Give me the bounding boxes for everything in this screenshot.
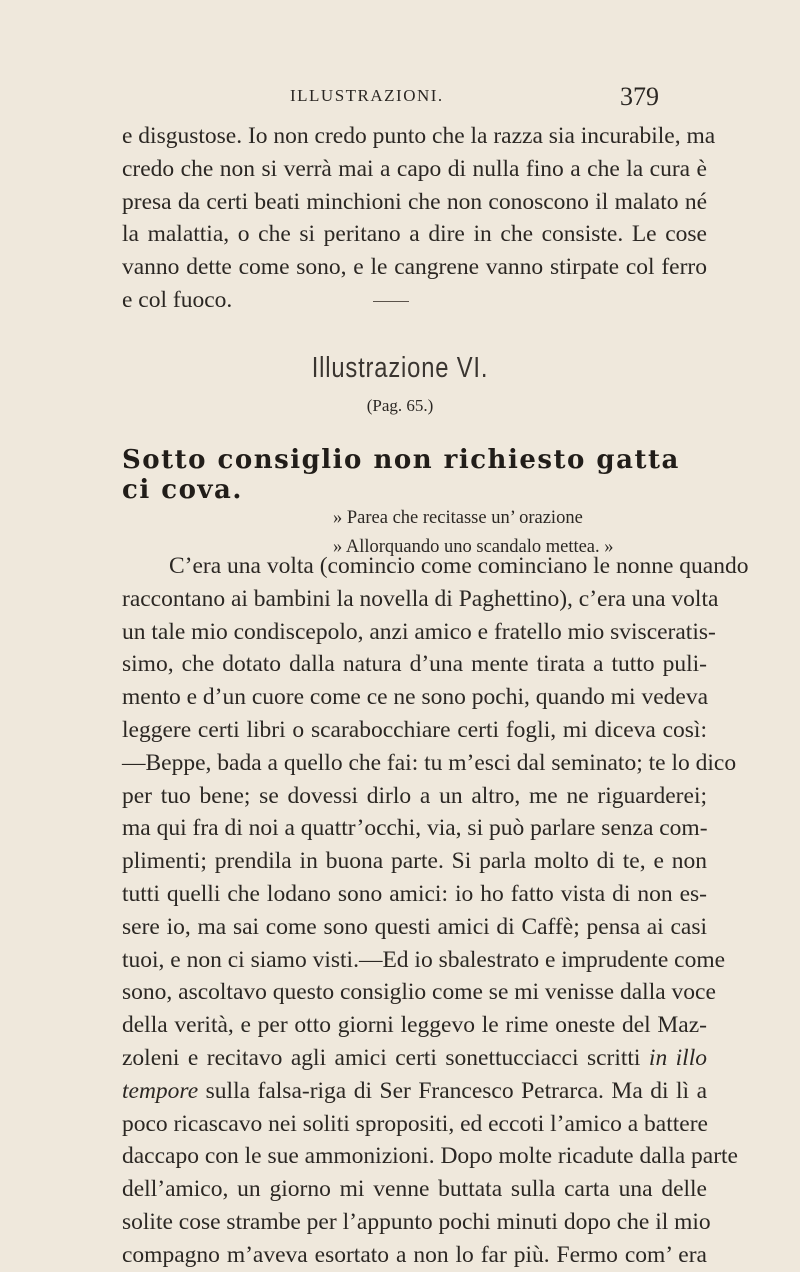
paragraph-1 xyxy=(122,120,716,317)
text-line: e col fuoco. xyxy=(122,286,233,313)
text-segment: sulla falsa-riga di Ser Francesco Petrarca. Ma di lì a xyxy=(205,1077,707,1104)
text-line xyxy=(122,1042,707,1075)
text-line: credo che non si verrà mai a capo di nulla fino a che la cura è xyxy=(122,155,707,182)
text-line: ma qui fra di noi a quattr’occhi, via, si può parlare senza com- xyxy=(122,815,708,842)
text-line: per tuo bene; se dovessi dirlo a un altro, me ne riguarderei; xyxy=(122,782,707,809)
text-line: tutti quelli che lodano sono amici: io ho fatto vista di non es- xyxy=(122,880,707,907)
section-divider xyxy=(373,301,409,302)
page-number: 379 xyxy=(620,82,659,111)
text-line: plimenti; prendila in buona parte. Si parla molto di te, e non xyxy=(122,848,707,875)
text-line: dell’amico, un giorno mi venne buttata sulla carta una delle xyxy=(122,1176,707,1203)
text-line: presa da certi beati minchioni che non conoscono il malato né xyxy=(122,188,707,215)
text-line: solite cose strambe per l’appunto pochi minuti dopo che il mio xyxy=(122,1208,711,1235)
italic-phrase: tempore xyxy=(122,1077,199,1104)
paragraph-2 xyxy=(122,550,749,1272)
text-line: e disgustose. Io non credo punto che la razza sia incurabile, ma xyxy=(122,123,716,149)
text-line: poco ricascavo nei soliti spropositi, ed eccoti l’amico a battere xyxy=(122,1110,708,1137)
text-line: compagno m’aveva esortato a non lo far più. Fermo com’ era xyxy=(122,1241,707,1268)
italic-phrase: in illo xyxy=(648,1044,707,1071)
text-line: vanno dette come sono, e le cangrene vanno stirpate col ferro xyxy=(122,254,707,281)
text-segment: zoleni e recitavo agli amici certi sonettucciacci scritti xyxy=(122,1044,641,1071)
text-line: raccontano ai bambini la novella di Paghettino), c’era una volta xyxy=(122,585,719,612)
text-line: un tale mio condiscepolo, anzi amico e fratello mio svisceratis- xyxy=(122,618,716,645)
text-line: sono, ascoltavo questo consiglio come se mi venisse dalla voce xyxy=(122,979,716,1006)
illustration-title: Illustrazione VI. xyxy=(311,352,489,384)
page-reference: (Pag. 65.) xyxy=(366,396,434,415)
text-line: sere io, ma sai come sono questi amici di Caffè; pensa ai casi xyxy=(122,913,707,940)
text-line: la malattia, o che si peritano a dire in che consiste. Le cose xyxy=(122,221,707,248)
text-line: simo, che dotato dalla natura d’una mente tirata a tutto puli- xyxy=(122,651,707,678)
text-line xyxy=(122,1075,707,1108)
text-line: daccapo con le sue ammonizioni. Dopo molte ricadute dalla parte xyxy=(122,1143,738,1170)
section-motto: Sotto consiglio non richiesto gatta ci cova. xyxy=(122,445,680,505)
text-line: della verità, e per otto giorni leggevo le rime oneste del Maz- xyxy=(122,1012,707,1039)
text-line: mento e d’un cuore come ce ne sono pochi, quando mi vedeva xyxy=(122,684,708,711)
text-line: leggere certi libri o scarabocchiare certi fogli, mi diceva così: xyxy=(122,716,707,743)
text-line: C’era una volta (comincio come cominciano le nonne quando xyxy=(169,553,749,579)
epigraph-line: » Parea che recitasse un’ orazione xyxy=(333,508,583,528)
running-title: ILLUSTRAZIONI. xyxy=(290,86,444,105)
page-header xyxy=(0,82,800,118)
text-line: —Beppe, bada a quello che fai: tu m’esci dal seminato; te lo dico xyxy=(122,749,737,776)
text-line: tuoi, e non ci siamo visti.—Ed io sbalestrato e imprudente come xyxy=(122,946,726,973)
epigraph-line: » Allorquando uno scandalo mettea. » xyxy=(333,537,614,557)
